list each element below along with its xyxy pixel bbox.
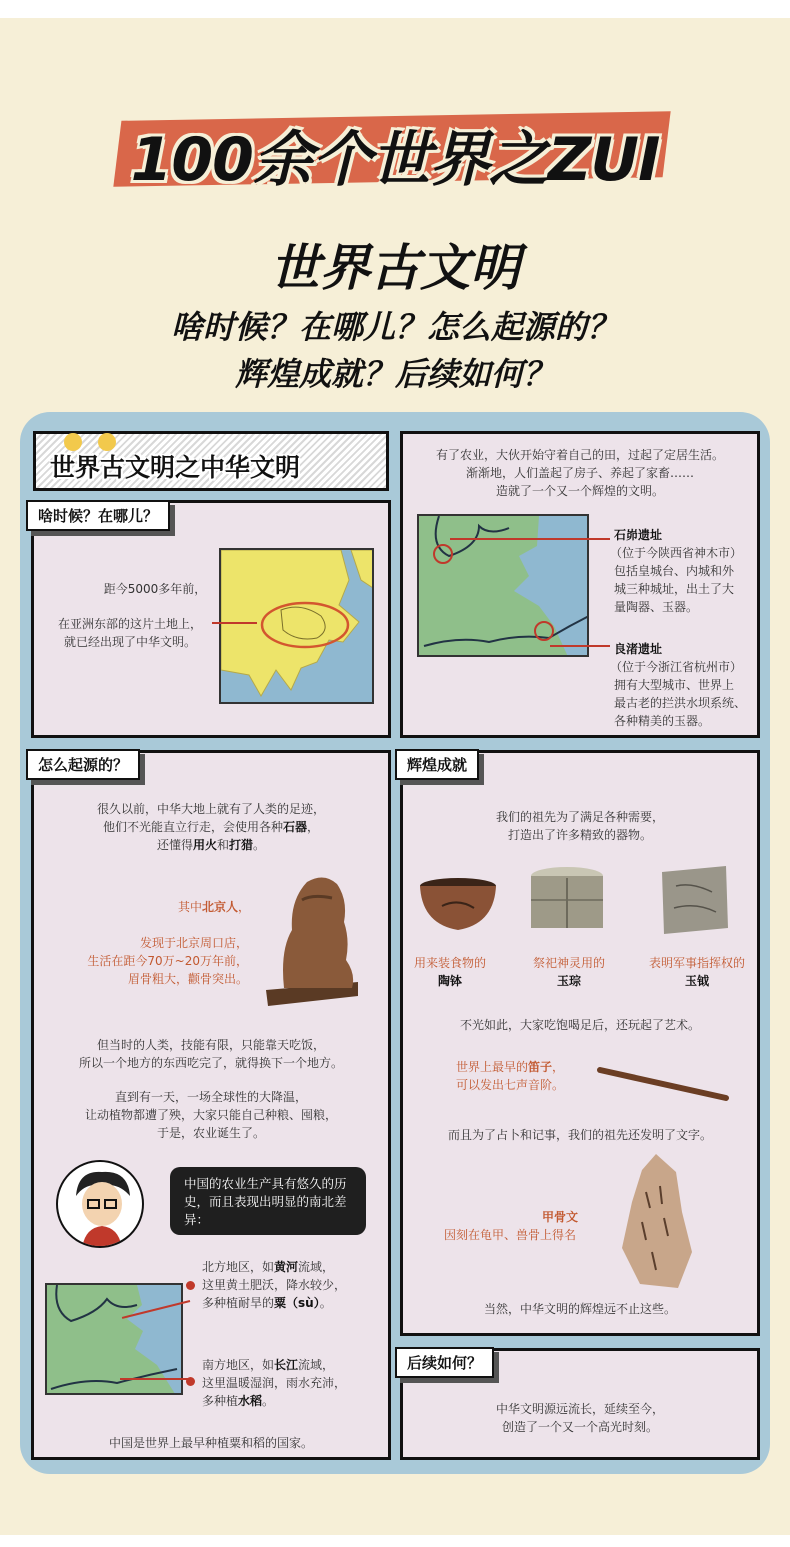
- writing-line: 而且为了占卜和记事，我们的祖先还发明了文字。: [447, 1128, 712, 1142]
- text-span: 其中: [177, 900, 202, 914]
- followup-line-2: 创造了一个又一个高光时刻。: [501, 1420, 658, 1434]
- tag-when-where: 啥时候？在哪儿？: [26, 500, 170, 531]
- shimao-desc-1: 包括皇城台、内城和外: [614, 564, 735, 578]
- text-span: 南方地区，如: [202, 1358, 275, 1372]
- shimao-pointer: [450, 538, 610, 540]
- liangzhu-location: （位于今浙江省杭州市）: [610, 660, 743, 674]
- text-span: 他们不光能直立行走，会使用各种: [102, 820, 283, 834]
- when-line-1: 距今5000多年前，: [103, 582, 207, 596]
- keyword-yangtze: 长江: [274, 1358, 299, 1372]
- keyword-peking-man: 北京人: [201, 900, 238, 914]
- axe-desc: 表明军事指挥权的: [648, 956, 745, 970]
- origin-p3-line-2: 让动植物都遭了殃，大家只能自己种粮、囤粮，: [84, 1108, 337, 1122]
- when-line-3: 就已经出现了中华文明。: [63, 635, 196, 649]
- origin-p2-line-1: 但当时的人类，技能有限，只能靠天吃饭，: [96, 1038, 325, 1052]
- page-subtitle: 世界古文明: [270, 239, 520, 297]
- axe-name: 玉钺: [684, 974, 709, 988]
- liangzhu-desc-2: 最古老的拦洪水坝系统、: [614, 696, 747, 710]
- page-title: 100余个世界之ZUI: [130, 125, 660, 195]
- text-span: 北方地区，如: [202, 1260, 275, 1274]
- achieve-intro-1: 我们的祖先为了满足各种需要，: [495, 810, 664, 824]
- pottery-bowl-image: [418, 876, 498, 936]
- text-span: 流域，: [298, 1260, 335, 1274]
- text-span: ，: [552, 1060, 565, 1074]
- keyword-millet: 粟（sù）: [274, 1296, 320, 1310]
- keyword-flute: 笛子: [527, 1060, 552, 1074]
- keyword-hunting: 打猎: [229, 838, 254, 852]
- liangzhu-pointer: [550, 645, 610, 647]
- text-span: 多种植: [202, 1394, 239, 1408]
- decor-dot: [98, 433, 116, 451]
- text-span: 。: [253, 838, 266, 852]
- keyword-yellow-river: 黄河: [274, 1260, 299, 1274]
- speech-bubble: 中国的农业生产具有悠久的历史，而且表现出明显的南北差异：: [170, 1167, 366, 1235]
- origin-p2-line-2: 所以一个地方的东西吃完了，就得换下一个地方。: [78, 1056, 343, 1070]
- tag-achievements: 辉煌成就: [395, 749, 479, 780]
- flute-line-2: 可以发出七声音阶。: [455, 1078, 564, 1092]
- south-line-3: [202, 1392, 274, 1410]
- flute-line-1: [440, 1058, 580, 1076]
- peking-man-line-2: 发现于北京周口店，: [139, 936, 248, 950]
- north-line-2: 这里黄土肥沃，降水较少，: [202, 1278, 347, 1292]
- text-span: 。: [319, 1296, 332, 1310]
- tag-followup: 后续如何？: [395, 1347, 494, 1378]
- text-span: 流域，: [298, 1358, 335, 1372]
- peking-man-line-3: 生活在距今70万~20万年前，: [87, 954, 248, 968]
- top-strip: [0, 0, 790, 18]
- oracle-desc: 因刻在龟甲、兽骨上得名: [443, 1228, 576, 1242]
- south-line-2: 这里温暖湿润，雨水充沛，: [202, 1376, 347, 1390]
- text-span: ，: [237, 900, 250, 914]
- south-line-1: [202, 1356, 334, 1374]
- main-section-title: [33, 431, 389, 491]
- liangzhu-name: 良渚遗址: [614, 642, 663, 656]
- peking-man-line-4: 眉骨粗大，颧骨突出。: [127, 972, 248, 986]
- north-line-1: [202, 1258, 334, 1276]
- narrator-avatar: [56, 1160, 144, 1248]
- map-pointer-line: [212, 622, 257, 624]
- shimao-name: 石峁遗址: [614, 528, 663, 542]
- keyword-fire: 用火: [192, 838, 217, 852]
- origin-p3-line-3: 于是，农业诞生了。: [156, 1126, 265, 1140]
- asia-map: [219, 548, 374, 704]
- text-span: 和: [216, 838, 229, 852]
- text-span: 多种植耐旱的: [202, 1296, 275, 1310]
- origin-p1-line-1: 很久以前，中华大地上就有了人类的足迹，: [96, 802, 325, 816]
- jade-cong-image: [527, 866, 607, 938]
- origin-p3-line-1: 直到有一天，一场全球性的大降温，: [114, 1090, 307, 1104]
- oracle-name: 甲骨文: [541, 1210, 578, 1224]
- origin-p1-line-2: [31, 818, 391, 836]
- questions-line-1: 啥时候？在哪儿？怎么起源的？: [170, 308, 619, 346]
- liangzhu-desc-3: 各种精美的玉器。: [614, 714, 711, 728]
- achieve-intro-2: 打造出了许多精致的器物。: [507, 828, 652, 842]
- agri-line-1: 有了农业，大伙开始守着自己的田，过起了定居生活。: [435, 448, 724, 462]
- keyword-rice: 水稻: [238, 1394, 263, 1408]
- peking-man-bust: [262, 870, 362, 1010]
- jade-axe-image: [656, 862, 732, 936]
- shimao-desc-2: 城三种城址，出土了大: [614, 582, 735, 596]
- shimao-desc-3: 量陶器、玉器。: [614, 600, 699, 614]
- art-line: 不光如此，大家吃饱喝足后，还玩起了艺术。: [459, 1018, 700, 1032]
- bowl-desc: 用来装食物的: [413, 956, 486, 970]
- main-section-title-text: 世界古文明之中华文明: [50, 453, 301, 482]
- sites-map: [417, 514, 589, 657]
- oracle-bone-image: [616, 1152, 696, 1290]
- cong-name: 玉琮: [556, 974, 581, 988]
- bowl-name: 陶钵: [437, 974, 462, 988]
- questions-line-2: 辉煌成就？后续如何？: [234, 355, 555, 393]
- text-span: 还懂得: [156, 838, 193, 852]
- origin-p1-line-3: [31, 836, 391, 854]
- followup-line-1: 中华文明源远流长，延续至今，: [495, 1402, 664, 1416]
- agri-line-3: 造就了一个又一个辉煌的文明。: [495, 484, 664, 498]
- keyword-stone-tools: 石器: [282, 820, 307, 834]
- decor-dot: [64, 433, 82, 451]
- south-pointer: [120, 1378, 188, 1380]
- liangzhu-desc-1: 拥有大型城市、世界上: [614, 678, 735, 692]
- shimao-location: （位于今陕西省神木市）: [610, 546, 743, 560]
- agri-line-2: 渐渐地，人们盖起了房子、养起了家畜……: [465, 466, 694, 480]
- text-span: 世界上最早的: [455, 1060, 528, 1074]
- bottom-strip: [0, 1535, 790, 1547]
- when-line-2: 在亚洲东部的这片土地上，: [57, 617, 202, 631]
- achieve-footer: 当然，中华文明的辉煌远不止这些。: [483, 1302, 676, 1316]
- peking-man-line-1: [110, 898, 250, 916]
- text-span: ，: [307, 820, 320, 834]
- text-span: 。: [262, 1394, 275, 1408]
- origin-footer: 中国是世界上最早种植粟和稻的国家。: [108, 1436, 313, 1450]
- tag-origin: 怎么起源的？: [26, 749, 140, 780]
- north-line-3: [202, 1294, 332, 1312]
- bone-flute-image: [596, 1064, 732, 1104]
- cong-desc: 祭祀神灵用的: [532, 956, 605, 970]
- north-marker: [186, 1281, 195, 1290]
